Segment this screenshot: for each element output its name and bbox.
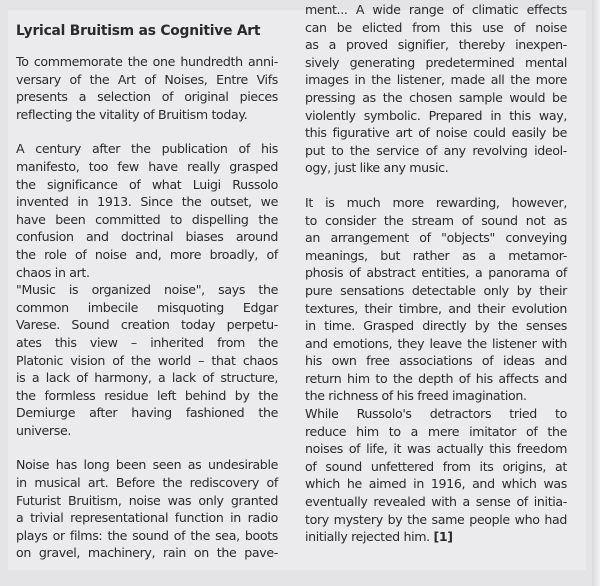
text-line: It is much more rewarding, however, <box>305 194 567 210</box>
text-line: reduce him to a mere imitator of the <box>305 423 567 439</box>
text-line: noises of life, it was actually this freedom <box>305 441 567 457</box>
page-edge <box>592 0 600 586</box>
text-line: Futurist Bruitism, noise was only granted <box>16 492 278 508</box>
text-line: tory mystery by the same people who had <box>305 511 567 527</box>
right-column <box>305 1 567 563</box>
text-line: which he aimed in 1916, and which was <box>305 476 567 492</box>
text-line: his own free associations of ideas and <box>305 353 567 369</box>
left-column <box>16 22 278 579</box>
text-line: reflecting the vitality of Bruitism today. <box>16 106 248 122</box>
text-line: common imbecile misquoting Edgar <box>16 299 278 315</box>
text-line: A century after the publication of his <box>16 141 278 157</box>
text-line: in time. Grasped directly by the senses <box>305 318 567 334</box>
text-line: return him to the depth of his affects and <box>305 370 567 386</box>
text-line: the significance of what Luigi Russolo <box>16 176 278 192</box>
text-line: the role of noise and, more broadly, of <box>16 246 278 262</box>
text-line: eventually revealed with a sense of initia- <box>305 494 567 510</box>
paragraph-music-quote <box>16 281 278 439</box>
paragraph-rewarding <box>305 194 567 405</box>
text-line: universe. <box>16 422 72 438</box>
paragraph-century <box>16 140 278 281</box>
text-line: versary of the Art of Noises, Entre Vifs <box>16 71 278 87</box>
text-line: as a proved signifier, thereby inexpen- <box>305 37 567 53</box>
text-line: and emotions, they leave the listener with <box>305 335 567 351</box>
text-line: put to the service of any revolving ideol- <box>305 142 567 158</box>
text-line: can be elicted from this use of noise <box>305 19 567 35</box>
text-line: sively generating predetermined mental <box>305 54 567 70</box>
text-line: invented in 1913. Since the outset, we <box>16 194 278 210</box>
text-line: Varese. Sound creation today perpetu- <box>16 317 278 333</box>
text-line: in musical art. Before the rediscovery of <box>16 475 278 491</box>
text-line: to consider the stream of sound not as <box>305 212 567 228</box>
text-line: initially rejected him. <box>305 529 430 545</box>
text-line: pressing as the chosen sample would be <box>305 89 567 105</box>
text-line: the formless residue left behind by the <box>16 387 278 403</box>
text-line: a trivial representational function in radio <box>16 510 278 526</box>
text-line: of sound unfettered from its origins, at <box>305 458 567 474</box>
text-line: confusion and doctrinal biases around <box>16 229 278 245</box>
paragraph-climatic-effects <box>305 1 567 177</box>
text-line: phosis of abstract entities, a panorama of <box>305 265 567 281</box>
footnote-reference: [1] <box>433 529 453 545</box>
text-line: ates this view – inherited from the <box>16 334 278 350</box>
text-line: presents a selection of original pieces <box>16 89 278 105</box>
text-line: is a lack of harmony, a lack of structure, <box>16 370 278 386</box>
paragraph-intro <box>16 53 278 123</box>
text-line: "Music is organized noise", says the <box>16 282 278 298</box>
paragraph-detractors <box>305 405 567 546</box>
text-line: violently symbolic. Prepared in this way, <box>305 107 567 123</box>
text-line: ogy, just like any music. <box>305 160 449 176</box>
text-line: chaos in art. <box>16 264 90 280</box>
text-line: Demiurge after having fashioned the <box>16 405 278 421</box>
text-line: meanings, but rather as a metamor- <box>305 247 567 263</box>
text-line: an arrangement of "objects" conveying <box>305 230 567 246</box>
text-line: pure sensations detectable only by their <box>305 282 567 298</box>
text-line: Platonic vision of the world – that chaos <box>16 352 278 368</box>
article-title: Lyrical Bruitism as Cognitive Art <box>16 23 261 39</box>
text-line: To commemorate the one hundredth anni- <box>16 54 278 69</box>
text-line: ment... A wide range of climatic effects <box>305 2 567 17</box>
text-line: While Russolo's detractors tried to <box>305 406 567 422</box>
text-line: have been committed to dispelling the <box>16 211 278 227</box>
text-line: Noise has long been seen as undesirable <box>16 457 278 473</box>
text-line: this figurative art of noise could easily be <box>305 125 567 141</box>
text-line: on gravel, machinery, rain on the pave- <box>16 545 278 561</box>
text-line: the richness of his freed imagination. <box>305 388 527 404</box>
text-line: manifesto, too few have really grasped <box>16 158 278 174</box>
text-line-final <box>305 528 567 546</box>
text-line: images in the listener, made all the more <box>305 72 567 88</box>
text-line: textures, their timbre, and their evolution <box>305 300 567 316</box>
text-line: plays or films: the sound of the sea, boots <box>16 527 278 543</box>
paragraph-noise-history <box>16 456 278 562</box>
